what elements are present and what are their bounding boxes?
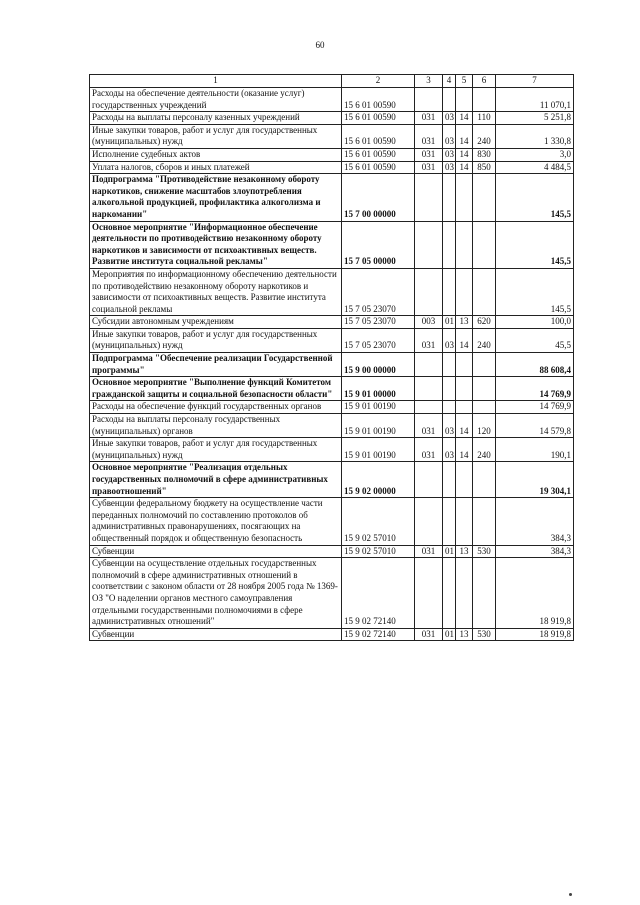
header-col-1: 1	[90, 75, 342, 88]
table-header-row	[90, 75, 574, 88]
table-row	[90, 414, 574, 438]
table-row	[90, 161, 574, 174]
row-col6-cell: 110	[473, 112, 496, 125]
table-row	[90, 401, 574, 414]
row-col3-cell: 031	[415, 438, 443, 462]
header-col-3: 3	[415, 75, 443, 88]
row-col5-cell	[456, 401, 473, 414]
header-col-2: 2	[342, 75, 415, 88]
row-code-cell: 15 9 02 72140	[342, 558, 415, 629]
table-row	[90, 148, 574, 161]
table-row	[90, 328, 574, 352]
row-col4-cell: 03	[443, 124, 456, 148]
row-sum-cell: 145,5	[496, 221, 574, 268]
row-col3-cell: 031	[415, 148, 443, 161]
row-col4-cell	[443, 174, 456, 221]
row-col3-cell	[415, 221, 443, 268]
row-col6-cell	[473, 221, 496, 268]
row-col5-cell	[456, 353, 473, 377]
row-sum-cell: 3,0	[496, 148, 574, 161]
row-col4-cell: 03	[443, 148, 456, 161]
table-row	[90, 112, 574, 125]
row-sum-cell: 19 304,1	[496, 462, 574, 498]
row-col4-cell: 03	[443, 112, 456, 125]
budget-table	[89, 74, 574, 641]
row-name-cell: Расходы на выплаты персоналу казенных учреждений	[90, 112, 342, 125]
row-col5-cell: 14	[456, 438, 473, 462]
row-col5-cell: 14	[456, 148, 473, 161]
row-col4-cell: 01	[443, 316, 456, 329]
row-code-cell: 15 9 02 57010	[342, 498, 415, 545]
row-code-cell: 15 9 01 00190	[342, 438, 415, 462]
row-sum-cell: 5 251,8	[496, 112, 574, 125]
row-code-cell: 15 6 01 00590	[342, 148, 415, 161]
row-sum-cell: 384,3	[496, 498, 574, 545]
row-name-cell: Уплата налогов, сборов и иных платежей	[90, 161, 342, 174]
row-col6-cell	[473, 174, 496, 221]
row-sum-cell: 14 769,9	[496, 377, 574, 401]
row-sum-cell: 100,0	[496, 316, 574, 329]
row-col3-cell: 031	[415, 328, 443, 352]
row-col4-cell	[443, 462, 456, 498]
row-col5-cell: 14	[456, 112, 473, 125]
row-sum-cell: 14 579,8	[496, 414, 574, 438]
row-sum-cell: 18 919,8	[496, 628, 574, 641]
row-name-cell: Субсидии автономным учреждениям	[90, 316, 342, 329]
row-col5-cell	[456, 174, 473, 221]
row-code-cell: 15 6 01 00590	[342, 88, 415, 112]
row-col6-cell	[473, 462, 496, 498]
row-col6-cell	[473, 498, 496, 545]
scan-dot	[569, 893, 572, 896]
row-col5-cell	[456, 462, 473, 498]
row-col5-cell	[456, 268, 473, 315]
row-name-cell: Субвенции на осуществление отдельных государственных полномочий в сфере административных отношений в соответствии с законом области от 28 ноября 2005 года № 1369-ОЗ "О наделении органов местного самоуправления отдельными государственными полномочиями в сфере административных отношений"	[90, 558, 342, 629]
row-col6-cell: 240	[473, 124, 496, 148]
row-code-cell: 15 9 02 72140	[342, 628, 415, 641]
row-code-cell: 15 7 05 23070	[342, 268, 415, 315]
row-name-cell: Расходы на обеспечение функций государственных органов	[90, 401, 342, 414]
row-col5-cell	[456, 498, 473, 545]
row-col3-cell	[415, 401, 443, 414]
row-col4-cell: 03	[443, 161, 456, 174]
row-col5-cell: 13	[456, 628, 473, 641]
row-col3-cell: 031	[415, 124, 443, 148]
table-row	[90, 545, 574, 558]
table-row	[90, 353, 574, 377]
header-col-5: 5	[456, 75, 473, 88]
row-col4-cell: 03	[443, 414, 456, 438]
row-col3-cell	[415, 558, 443, 629]
row-col3-cell	[415, 268, 443, 315]
row-code-cell: 15 7 05 23070	[342, 316, 415, 329]
table-row	[90, 316, 574, 329]
table-row	[90, 558, 574, 629]
row-name-cell: Субвенции федеральному бюджету на осуществление части переданных полномочий по составлению протоколов об административных правонарушениях, посягающих на общественный порядок и общественную безопасность	[90, 498, 342, 545]
row-col5-cell: 13	[456, 545, 473, 558]
row-col3-cell	[415, 174, 443, 221]
row-col6-cell	[473, 353, 496, 377]
row-col4-cell	[443, 221, 456, 268]
row-code-cell: 15 9 02 57010	[342, 545, 415, 558]
row-name-cell: Основное мероприятие "Реализация отдельных государственных полномочий в сфере административных правоотношений"	[90, 462, 342, 498]
row-name-cell: Расходы на обеспечение деятельности (оказание услуг) государственных учреждений	[90, 88, 342, 112]
row-col4-cell	[443, 401, 456, 414]
table-row	[90, 268, 574, 315]
table-row	[90, 438, 574, 462]
row-col5-cell	[456, 377, 473, 401]
row-col6-cell	[473, 268, 496, 315]
row-sum-cell: 11 070,1	[496, 88, 574, 112]
row-col6-cell	[473, 558, 496, 629]
row-sum-cell: 45,5	[496, 328, 574, 352]
row-sum-cell: 384,3	[496, 545, 574, 558]
row-col3-cell: 031	[415, 545, 443, 558]
row-col4-cell: 01	[443, 628, 456, 641]
row-sum-cell: 145,5	[496, 174, 574, 221]
row-col5-cell: 13	[456, 316, 473, 329]
row-code-cell: 15 9 01 00190	[342, 414, 415, 438]
row-col6-cell	[473, 88, 496, 112]
row-col3-cell: 031	[415, 161, 443, 174]
row-col4-cell: 01	[443, 545, 456, 558]
row-sum-cell: 14 769,9	[496, 401, 574, 414]
row-code-cell: 15 7 00 00000	[342, 174, 415, 221]
row-col3-cell	[415, 377, 443, 401]
row-code-cell: 15 6 01 00590	[342, 124, 415, 148]
row-col5-cell	[456, 558, 473, 629]
header-col-7: 7	[496, 75, 574, 88]
header-col-4: 4	[443, 75, 456, 88]
row-name-cell: Мероприятия по информационному обеспечению деятельности по противодействию незаконному обороту наркотиков и зависимости от психоактивных веществ. Развитие института социальной рекламы	[90, 268, 342, 315]
row-col4-cell: 03	[443, 438, 456, 462]
row-col5-cell: 14	[456, 328, 473, 352]
table-row	[90, 174, 574, 221]
row-col6-cell: 240	[473, 328, 496, 352]
row-col4-cell	[443, 558, 456, 629]
row-name-cell: Иные закупки товаров, работ и услуг для государственных (муниципальных) нужд	[90, 124, 342, 148]
row-col4-cell	[443, 498, 456, 545]
row-col3-cell: 003	[415, 316, 443, 329]
row-col6-cell	[473, 401, 496, 414]
table-row	[90, 462, 574, 498]
row-col5-cell	[456, 88, 473, 112]
row-col3-cell: 031	[415, 414, 443, 438]
row-code-cell: 15 9 01 00000	[342, 377, 415, 401]
row-code-cell: 15 9 02 00000	[342, 462, 415, 498]
row-code-cell: 15 6 01 00590	[342, 161, 415, 174]
table-row	[90, 498, 574, 545]
row-col3-cell: 031	[415, 112, 443, 125]
table-row	[90, 124, 574, 148]
row-sum-cell: 4 484,5	[496, 161, 574, 174]
row-name-cell: Основное мероприятие "Выполнение функций Комитетом гражданской защиты и социальной безопасности области"	[90, 377, 342, 401]
page-number: 60	[315, 40, 325, 50]
row-col4-cell	[443, 88, 456, 112]
row-code-cell: 15 9 01 00190	[342, 401, 415, 414]
row-col5-cell: 14	[456, 414, 473, 438]
row-code-cell: 15 7 05 23070	[342, 328, 415, 352]
row-col3-cell	[415, 462, 443, 498]
row-col6-cell: 620	[473, 316, 496, 329]
row-name-cell: Субвенции	[90, 545, 342, 558]
row-col3-cell	[415, 88, 443, 112]
row-sum-cell: 88 608,4	[496, 353, 574, 377]
row-col5-cell: 14	[456, 161, 473, 174]
table-row	[90, 221, 574, 268]
row-sum-cell: 145,5	[496, 268, 574, 315]
header-col-6: 6	[473, 75, 496, 88]
row-col4-cell	[443, 268, 456, 315]
table-row	[90, 88, 574, 112]
row-col6-cell: 240	[473, 438, 496, 462]
row-col4-cell	[443, 353, 456, 377]
row-col3-cell	[415, 498, 443, 545]
row-code-cell: 15 6 01 00590	[342, 112, 415, 125]
row-col3-cell: 031	[415, 628, 443, 641]
row-col6-cell: 120	[473, 414, 496, 438]
row-name-cell: Субвенции	[90, 628, 342, 641]
row-code-cell: 15 9 00 00000	[342, 353, 415, 377]
row-code-cell: 15 7 05 00000	[342, 221, 415, 268]
table-row	[90, 377, 574, 401]
table-row	[90, 628, 574, 641]
row-name-cell: Подпрограмма "Противодействие незаконному обороту наркотиков, снижение масштабов злоупотребления алкогольной продукцией, профилактика алкоголизма и наркомании"	[90, 174, 342, 221]
row-col6-cell: 530	[473, 628, 496, 641]
row-col6-cell	[473, 377, 496, 401]
row-col4-cell	[443, 377, 456, 401]
row-col4-cell: 03	[443, 328, 456, 352]
row-name-cell: Подпрограмма "Обеспечение реализации Государственной программы"	[90, 353, 342, 377]
row-sum-cell: 190,1	[496, 438, 574, 462]
row-col5-cell	[456, 221, 473, 268]
row-col6-cell: 830	[473, 148, 496, 161]
row-sum-cell: 1 330,8	[496, 124, 574, 148]
row-name-cell: Расходы на выплаты персоналу государственных (муниципальных) органов	[90, 414, 342, 438]
row-name-cell: Основное мероприятие "Информационное обеспечение деятельности по противодействию незаконному обороту наркотиков и зависимости от психоактивных веществ. Развитие института социальной рекламы"	[90, 221, 342, 268]
row-sum-cell: 18 919,8	[496, 558, 574, 629]
row-col6-cell: 850	[473, 161, 496, 174]
row-col3-cell	[415, 353, 443, 377]
row-name-cell: Исполнение судебных актов	[90, 148, 342, 161]
row-name-cell: Иные закупки товаров, работ и услуг для государственных (муниципальных) нужд	[90, 438, 342, 462]
row-name-cell: Иные закупки товаров, работ и услуг для государственных (муниципальных) нужд	[90, 328, 342, 352]
row-col6-cell: 530	[473, 545, 496, 558]
row-col5-cell: 14	[456, 124, 473, 148]
